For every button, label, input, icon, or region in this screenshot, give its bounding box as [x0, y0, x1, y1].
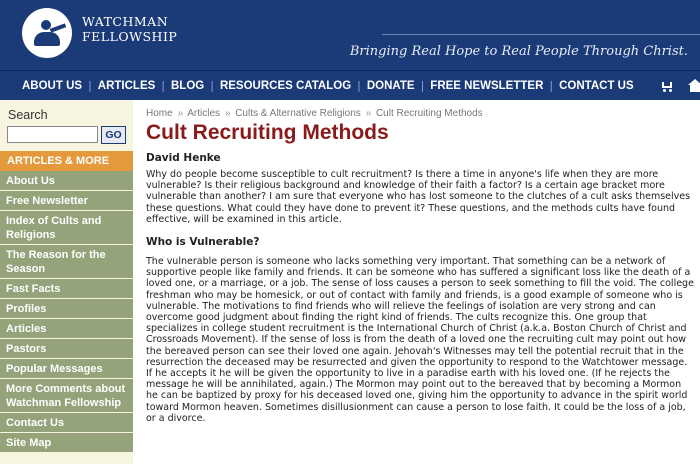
breadcrumb-articles[interactable]: Articles: [187, 108, 221, 119]
header-rule: [382, 34, 700, 35]
search-label: Search: [8, 108, 48, 122]
page-title: Cult Recruiting Methods: [146, 121, 389, 144]
nav-donate[interactable]: DONATE: [366, 79, 415, 92]
nav-free-newsletter[interactable]: FREE NEWSLETTER: [430, 79, 544, 92]
tagline: Bringing Real Hope to Real People Through Christ.: [349, 44, 688, 59]
sidebar-item-popular-messages[interactable]: Popular Messages: [0, 359, 133, 379]
search-input[interactable]: [7, 126, 98, 143]
breadcrumb-separator: »: [224, 108, 231, 119]
breadcrumb-separator: »: [177, 108, 184, 119]
sidebar-item-pastors[interactable]: Pastors: [0, 339, 133, 359]
sidebar-item-profiles[interactable]: Profiles: [0, 299, 133, 319]
nav-about-us[interactable]: ABOUT US: [22, 79, 83, 92]
breadcrumb-separator: »: [365, 108, 372, 119]
breadcrumb: [146, 100, 694, 120]
nav-separator: |: [210, 79, 214, 92]
site-header: [0, 0, 700, 70]
sidebar-item-articles[interactable]: Articles: [0, 319, 133, 339]
nav-blog[interactable]: BLOG: [171, 79, 205, 92]
site-logo-text[interactable]: [82, 14, 177, 44]
author-name: David Henke: [146, 152, 221, 164]
sidebar-item-site-map[interactable]: Site Map: [0, 433, 133, 453]
nav-separator: |: [357, 79, 361, 92]
main-content: [146, 100, 694, 456]
sidebar-item-fast-facts[interactable]: Fast Facts: [0, 279, 133, 299]
vulnerable-paragraph: The vulnerable person is someone who lacks something very important. That something can be a network of supportive people like family and friends. It can be someone who has suffered a significant loss like the death of a loved one, or a marriage, or a job. The sense of loss causes a person to seek something to fill the void. The college freshman who may be homesick, or out of contact with family and friends, is a good example of someone who is vulnerable. The motivations to find friends who will relieve the feelings of isolation are very strong and can overcome good judgment about finding the right kind of friends. The cults recognize this. One group that specializes in college student recruitment is the International Church of Christ (a.k.a. Boston Church of Christ and Crossroads Movement). If the sense of loss is from the death of a loved one the recruiting cult may point out how the bereaved person can see their loved one again. Jehovah's Witnesses may tell the potential recruit that in the resurrection the deceased may be resurrected and given the opportunity to respond to the Watchtower message. If he accepts it he will be given the opportunity to live in a paradise earth with his loved one. (If he rejects the message he will be annihilated, again.) The Mormon may point out to the bereaved that by becoming a Mormon he can be baptized by proxy for his deceased loved one, giving him the opportunity to advance in the spirit world toward Mormon heaven. Sometimes disillusionment can cause a person to lose faith. It could be the loss of a job, or a divorce.: [146, 256, 694, 424]
articles-more-heading: ARTICLES & MORE: [0, 151, 133, 171]
section-heading: Who is Vulnerable?: [146, 236, 260, 248]
sidebar-item-about-us[interactable]: About Us: [0, 171, 133, 191]
sidebar-item-more-comments[interactable]: More Comments about Watchman Fellowship: [0, 379, 133, 413]
breadcrumb-current: Cult Recruiting Methods: [375, 108, 483, 119]
breadcrumb-cults-alt-religions[interactable]: Cults & Alternative Religions: [235, 108, 361, 119]
nav-separator: |: [549, 79, 554, 92]
nav-separator: |: [88, 79, 92, 92]
sidebar-item-reason-for-season[interactable]: The Reason for the Season: [0, 245, 133, 279]
main-nav: [0, 70, 700, 100]
sidebar-item-free-newsletter[interactable]: Free Newsletter: [0, 191, 133, 211]
nav-articles[interactable]: ARTICLES: [97, 79, 156, 92]
intro-paragraph: Why do people become susceptible to cult recruitment? Is there a time in anyone's life when they are more vulnerable? Is their religious background and knowledge of their faith a factor? Is a certain age bracket more vulnerable than another? I am sure that everyone who has lost someone to the clutches of a cult asks themselves these questions. What could they have done to prevent it? These questions, and the methods cults have found effective, will be examined in this article.: [146, 169, 691, 225]
nav-separator: |: [161, 79, 165, 92]
nav-resources-catalog[interactable]: RESOURCES CATALOG: [219, 79, 352, 92]
logo-line-1: WATCHMAN: [82, 14, 169, 29]
go-button[interactable]: GO: [101, 126, 126, 144]
sidebar-item-index-of-cults[interactable]: Index of Cults and Religions: [0, 211, 133, 245]
search-row: [0, 124, 133, 146]
breadcrumb-home[interactable]: Home: [146, 108, 173, 119]
nav-contact-us[interactable]: CONTACT US: [559, 79, 634, 92]
home-icon[interactable]: [688, 79, 700, 92]
cart-icon[interactable]: [660, 80, 672, 92]
sidebar: [0, 100, 133, 464]
logo-line-2: FELLOWSHIP: [82, 29, 178, 44]
watchman-logo-icon[interactable]: [22, 8, 72, 58]
nav-separator: |: [420, 79, 425, 92]
sidebar-item-contact-us[interactable]: Contact Us: [0, 413, 133, 433]
